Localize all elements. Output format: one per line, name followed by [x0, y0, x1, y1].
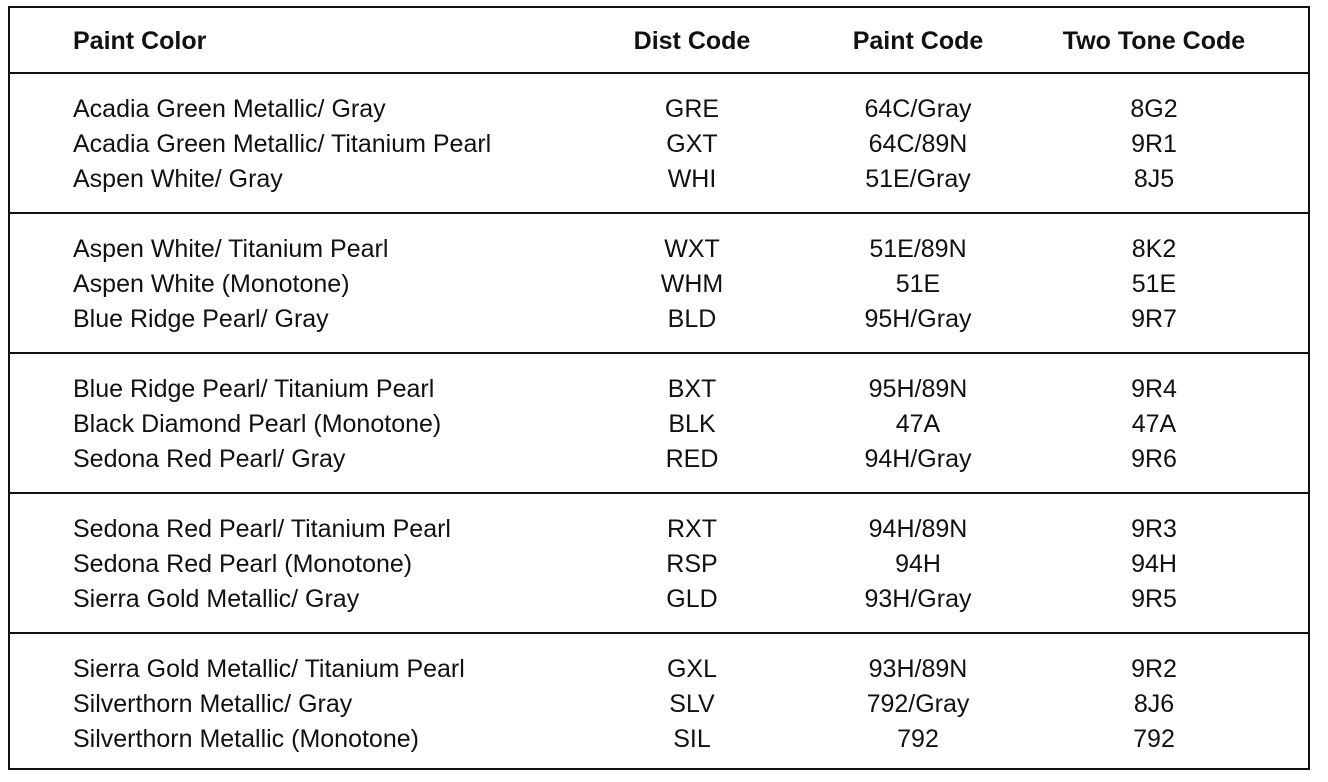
paint-color-cell: Aspen White/ Titanium Pearl — [73, 235, 389, 263]
two-tone-code-cell: 94H — [1131, 550, 1177, 578]
two-tone-code-cell: 9R3 — [1131, 515, 1177, 543]
dist-code-cell: RED — [665, 445, 719, 473]
table-row — [10, 547, 1308, 582]
dist-code-cell: BXT — [667, 375, 717, 403]
paint-color-cell: Aspen White (Monotone) — [73, 270, 350, 298]
paint-code-table — [8, 6, 1310, 770]
paint-code-cell: 51E/89N — [869, 235, 967, 263]
table-row-group — [10, 494, 1308, 634]
dist-code-cell: RXT — [667, 515, 717, 543]
dist-code-cell: GLD — [666, 585, 718, 613]
paint-code-cell: 93H/89N — [868, 655, 968, 683]
dist-code-cell: GXT — [666, 130, 718, 158]
table-row — [10, 652, 1308, 687]
header-paint-code: Paint Code — [852, 27, 984, 55]
table-row-group — [10, 354, 1308, 494]
two-tone-code-cell: 9R2 — [1131, 655, 1177, 683]
dist-code-cell: GXL — [666, 655, 718, 683]
table-row-group — [10, 214, 1308, 354]
table-row — [10, 442, 1308, 477]
table-row — [10, 267, 1308, 302]
paint-color-cell: Sedona Red Pearl/ Gray — [73, 445, 346, 473]
two-tone-code-cell: 47A — [1131, 410, 1177, 438]
dist-code-cell: WHI — [667, 165, 717, 193]
paint-code-cell: 64C/Gray — [864, 95, 972, 123]
two-tone-code-cell: 8G2 — [1130, 95, 1178, 123]
dist-code-cell: BLK — [668, 410, 716, 438]
table-row — [10, 372, 1308, 407]
paint-code-cell: 51E — [895, 270, 941, 298]
paint-color-cell: Acadia Green Metallic/ Gray — [73, 95, 386, 123]
two-tone-code-cell: 8J5 — [1133, 165, 1175, 193]
header-paint-color: Paint Color — [73, 27, 207, 55]
paint-code-cell: 95H/Gray — [864, 305, 972, 333]
paint-color-cell: Aspen White/ Gray — [73, 165, 283, 193]
paint-color-cell: Silverthorn Metallic (Monotone) — [73, 725, 419, 753]
table-row — [10, 92, 1308, 127]
table-row — [10, 512, 1308, 547]
paint-color-cell: Acadia Green Metallic/ Titanium Pearl — [73, 130, 492, 158]
two-tone-code-cell: 9R4 — [1131, 375, 1177, 403]
paint-color-cell: Sedona Red Pearl/ Titanium Pearl — [73, 515, 451, 543]
table-row — [10, 302, 1308, 337]
two-tone-code-cell: 9R1 — [1131, 130, 1177, 158]
dist-code-cell: SLV — [669, 690, 715, 718]
header-two-tone-code: Two Tone Code — [1062, 27, 1246, 55]
dist-code-cell: WHM — [660, 270, 724, 298]
table-header-row — [10, 8, 1308, 74]
paint-code-cell: 792/Gray — [866, 690, 970, 718]
table-row — [10, 407, 1308, 442]
paint-color-cell: Blue Ridge Pearl/ Gray — [73, 305, 329, 333]
paint-color-cell: Silverthorn Metallic/ Gray — [73, 690, 353, 718]
paint-color-cell: Sierra Gold Metallic/ Titanium Pearl — [73, 655, 465, 683]
dist-code-cell: GRE — [664, 95, 720, 123]
table-row — [10, 232, 1308, 267]
two-tone-code-cell: 9R7 — [1131, 305, 1177, 333]
two-tone-code-cell: 9R6 — [1131, 445, 1177, 473]
two-tone-code-cell: 8K2 — [1131, 235, 1177, 263]
paint-color-cell: Sierra Gold Metallic/ Gray — [73, 585, 360, 613]
paint-code-cell: 93H/Gray — [864, 585, 972, 613]
table-row-group — [10, 634, 1308, 774]
dist-code-cell: RSP — [666, 550, 718, 578]
paint-code-cell: 94H — [895, 550, 941, 578]
two-tone-code-cell: 9R5 — [1131, 585, 1177, 613]
paint-code-cell: 95H/89N — [868, 375, 968, 403]
dist-code-cell: SIL — [673, 725, 711, 753]
two-tone-code-cell: 51E — [1131, 270, 1177, 298]
paint-code-cell: 94H/89N — [868, 515, 968, 543]
paint-code-cell: 64C/89N — [868, 130, 968, 158]
dist-code-cell: BLD — [667, 305, 717, 333]
table-row — [10, 687, 1308, 722]
paint-code-cell: 47A — [895, 410, 941, 438]
two-tone-code-cell: 792 — [1133, 725, 1175, 753]
paint-code-cell: 51E/Gray — [865, 165, 971, 193]
table-row — [10, 162, 1308, 197]
paint-color-cell: Sedona Red Pearl (Monotone) — [73, 550, 413, 578]
paint-code-cell: 94H/Gray — [864, 445, 972, 473]
two-tone-code-cell: 8J6 — [1133, 690, 1175, 718]
table-row — [10, 127, 1308, 162]
paint-code-cell: 792 — [897, 725, 939, 753]
paint-color-cell: Black Diamond Pearl (Monotone) — [73, 410, 442, 438]
header-dist-code: Dist Code — [633, 27, 751, 55]
table-row — [10, 722, 1308, 757]
dist-code-cell: WXT — [664, 235, 720, 263]
paint-color-cell: Blue Ridge Pearl/ Titanium Pearl — [73, 375, 435, 403]
table-row — [10, 582, 1308, 617]
table-row-group — [10, 74, 1308, 214]
